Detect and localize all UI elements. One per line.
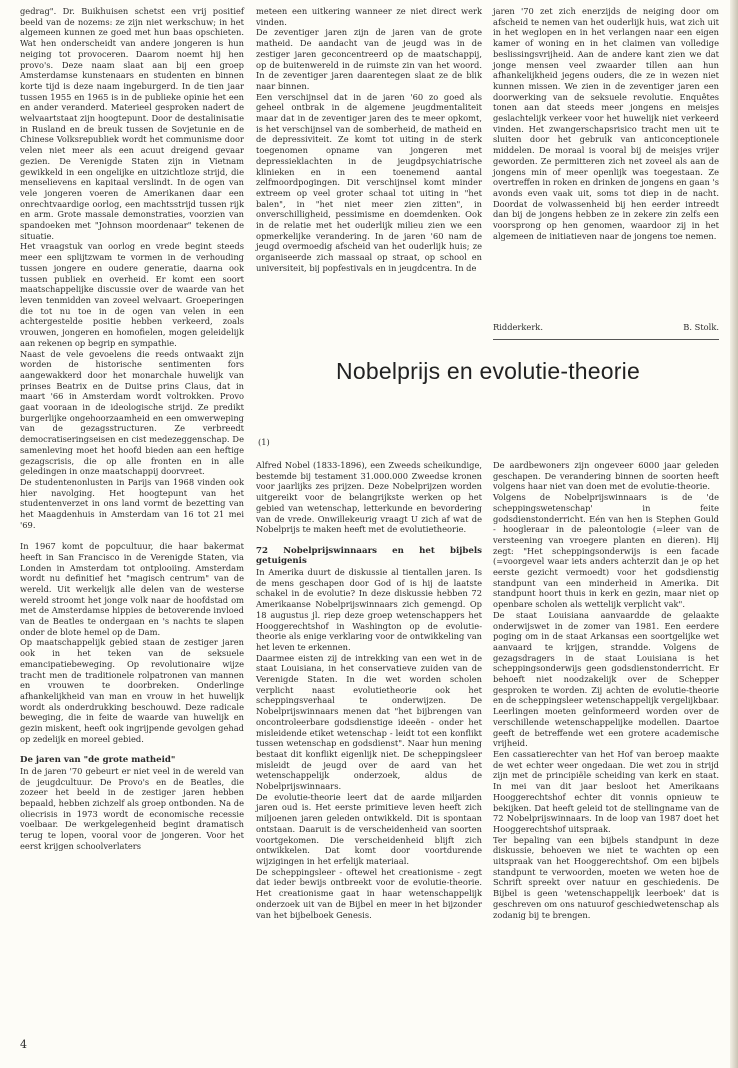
paragraph: In 1967 komt de popcultuur, die haar bakermat heeft in San Francisco in de Verenigde Staten, via Londen in Amsterdam tot ontplooiing. Amsterdam wordt nu definitief het "magisch centrum" van de wereld. Uit werkelijk alle delen van de westerse wereld stroomt het jonge volk naar de hoofdstad om met de Amsterdamse hippies de betoverende invloed van de Beatles te ondergaan en 's nachts te slapen onder de blote hemel op de Dam.	[20, 541, 244, 637]
spacer	[256, 535, 482, 546]
paragraph: meteen een uitkering wanneer ze niet direct werk vinden.	[256, 6, 482, 27]
paragraph: Het vraagstuk van oorlog en vrede begint steeds meer een splijtzwam te vormen in de verhouding tussen jongere en oudere generatie, daarna ook tussen publiek en overheid. Er komt een soort maatschappelijke discussie over de waarde van het leven tenmidden van zoveel welvaart. Groeperingen die tot nu toe in de ogen van velen in een achtergestelde positie hebben verkeerd, zoals vrouwen, jongeren en homofielen, mogen geleidelijk aan rekenen op begrip en sympathie.	[20, 241, 244, 348]
signature-author: B. Stolk.	[683, 322, 719, 332]
paragraph: De aardbewoners zijn ongeveer 6000 jaar geleden geschapen. De verandering binnen de soorten heeft volgens haar niet van doen met de evolutie-theorie.	[493, 460, 719, 492]
paragraph: De evolutie-theorie leert dat de aarde miljarden jaren oud is. Het eerste primitieve leven heeft zich miljoenen jaren geleden ontwikkeld. Dit is spontaan ontstaan. Daaruit is de verscheidenheid van soorten voortgekomen. Die verscheidenheid blijft zich ontwikkelen. Dat komt door voortdurende wijzigingen in het erfelijk materiaal.	[256, 791, 482, 866]
page-number: 4	[20, 1038, 27, 1051]
paragraph: Ter bepaling van een bijbels standpunt in deze diskussie, behoeven we niet te wachten op een uitspraak van het Hooggerechtshof. Om een bijbels standpunt te verwoorden, moeten we weten hoe de Schrift spreekt over natuur en geschiedenis. De Bijbel is geen 'wetenschappelijk leerboek' dat is geschreven om ons natuurof geschiedwetenschap als zodanig bij te brengen.	[493, 834, 719, 920]
article-column-right	[493, 460, 719, 920]
paragraph: Een verschijnsel dat in de jaren '60 zo goed als geheel ontbrak in de algemene jeugdmentaliteit maar dat in de zeventiger jaren des te meer opkomt, is het verschijnsel van de somberheid, de matheid en de depressiviteit. Ze komt tot uiting in de sterk toegenomen opname van jongeren met depressieklachten in de jeugdpsychiatrische klinieken en in een toenemend aantal zelfmoordpogingen. Dit verschijnsel komt minder extreem op veel groter schaal tot uiting in "het balen", in "het niet meer zien zitten", in onverschilligheid, pessimisme en doemdenken. Ook in de relatie met het ouderlijk milieu zien we een opmerkelijke verandering. In de jaren '60 nam de jeugd overmoedig afscheid van het ouderlijk huis; ze organiseerde zich massaal op straat, op school en universiteit, bij popfestivals en in jeugdcentra. In de	[256, 91, 482, 273]
column-left-top	[20, 6, 244, 852]
paragraph: Een cassatierechter van het Hof van beroep maakte de wet echter weer ongedaan. Die wet zou in strijd zijn met de principiële scheiding van kerk en staat. In mei van dit jaar besloot het Amerikaans Hooggerechtshof echter dit vonnis opnieuw te bekijken. Dat heeft geleid tot de stellingname van de 72 Nobelprijswinnaars. In de loop van 1987 doet het Hooggerechtshof uitspraak.	[493, 748, 719, 834]
paragraph: gedrag". Dr. Buikhuisen schetst een vrij positief beeld van de nozems: ze zijn niet werkschuw; in het algemeen kunnen ze goed met hun baas opschieten. Wat hen onderscheidt van andere jongeren is hun neiging tot provoceren. Daarom noemt hij hen provo's. Deze naam slaat aan bij een groep Amsterdamse kunstenaars en studenten en binnen korte tijd is deze naam ingeburgerd. In de tien jaar tussen 1955 en 1965 is in de publieke opinie het een en ander veranderd. Materieel gesproken nadert de welvaartstaat zijn hoogtepunt. Door de destalinisatie in Rusland en de breuk tussen de Sovjetunie en de Chinese Volksrepubliek wordt het communisme door velen niet meer als een acuut dreigend gevaar gezien. De Verenigde Staten zijn in Vietnam gewikkeld in een ongelijke en uitzichtloze strijd, die menselievens en kapitaal verslindt. In de ogen van vele jongeren voeren de Amerikanen daar een onrechtvaardige oorlog, een machtsstrijd tussen rijk en arm. Grote massale demonstraties, voorzien van spandoeken met "Johnson moordenaar" tekenen de situatie.	[20, 6, 244, 241]
paragraph: jaren '70 zet zich enerzijds de neiging door om afscheid te nemen van het ouderlijk huis, wat zich uit in het weglopen en in het verlangen naar een eigen kamer of woning en in het claimen van volledige beslissingsvrijheid. Aan de andere kant zien we dat jonge mensen veel zwaarder tillen aan hun afhankelijkheid jegens ouders, die ze in wezen niet kunnen missen. We zien in de zeventiger jaren een doorwerking van de seksuele revolutie. Enquêtes tonen aan dat steeds meer jongens en meisjes geslachtelijk verkeer voor het huwelijk niet verkeerd vinden. Het zwangerschapsrisico tracht men uit te sluiten door het gebruik van anticonceptionele middelen. De moraal is vooral bij de meisjes vrijer geworden. Ze permitteren zich net zoveel als aan de jongens min of meer openlijk was toegestaan. Ze overtreffen in roken en drinken de jongens en gaan 's avonds even vaak uit, soms tot diep in de nacht. Doordat de volwassenheid bij hen eerder intreedt dan bij de jongens hebben ze in zekere zin zelfs een voorsprong op hen genomen, waardoor zij in het algemeen de initiatieven naar de jongens toe nemen.	[493, 6, 719, 241]
spacer	[20, 530, 244, 541]
divider	[493, 339, 719, 340]
paragraph: Alfred Nobel (1833-1896), een Zweeds scheikundige, bestemde bij testament 31.000.000 Zweedse kronen voor jaarlijks zes prijzen. Deze Nobelprijzen worden uitgereikt voor de belangrijkste werken op het gebied van wetenschap, letterkunde en bevordering van de vrede. Onwillekeurig vraagt U zich af wat de Nobelprijs te maken heeft met de evolutietheorie.	[256, 460, 482, 535]
section-heading: 72 Nobelprijswinnaars en het bijbels getuigenis	[256, 545, 482, 567]
signature	[493, 322, 719, 333]
spacer	[20, 745, 244, 756]
paragraph: De studentenonlusten in Parijs van 1968 vinden ook hier navolging. Het hoogtepunt van het studentenverzet in ons land vormt de bezetting van het Maagdenhuis in Amsterdam van 16 tot 21 mei '69.	[20, 476, 244, 530]
paragraph: Volgens de Nobelprijswinnaars is de 'de scheppingswetenschap' in feite godsdienstonderricht. Eén van hen is Stephen Gould - hoogleraar in de paleontologie (=leer van de versteening van vroegere planten en dieren). Hij zegt: "Het scheppingsonderwijs is een facade (=voorgevel waar iets anders achterzit dan je op het eerste gezicht vermoedt) voor het godsdienstig standpunt van een minderheid in Amerika. Dit standpunt hoort thuis in kerk en gezin, maar niet op openbare scholen als wettelijk verplicht vak".	[493, 492, 719, 610]
paragraph: Naast de vele gevoelens die reeds ontwaakt zijn worden de historische sentimenten fors aangewakkerd door het monarchale huwelijk van prinses Beatrix en de Duitse prins Claus, dat in maart '66 in Amsterdam wordt voltrokken. Provo gaat vooraan in de ideologische strijd. Ze predikt burgerlijke ongehoorzaamheid en een omwerweping van de gezagsstructuren. Ze verbreedt democratiseringseisen en cist medezeggenschap. De samenleving moet het hoofd bieden aan een heftige gezagscrisis, die op alle fronten en in alle geledingen in onze maatschappij doorvreet.	[20, 348, 244, 477]
column-right-top	[493, 6, 719, 241]
paragraph: Op maatschappelijk gebied staan de zestiger jaren ook in het teken van de seksuele emancipatiebeweging. Op revolutionaire wijze tracht men de traditionele rolpatronen van mannen en vrouwen te doorbreken. Onderlinge afhankelijkheid van man en vrouw in het huwelijk wordt als onderdrukking beschouwd. Deze radicale beweging, die in feite de waarde van huwelijk en gezin miskent, heeft ook ingrijpende gevolgen gehad op zedelijk en moreel gebied.	[20, 637, 244, 744]
paragraph: In Amerika duurt de diskussie al tientallen jaren. Is de mens geschapen door God of is hij de laatste schakel in de evolutie? In deze diskussie hebben 72 Amerikaanse Nobelprijswinnaars zich gemengd. Op 18 augustus jl. riep deze groep wetenschappers het Hooggerechtshof in Washington op de evolutie-theorie als enige verklaring voor de ontwikkeling van het leven te erkennen.	[256, 567, 482, 652]
signature-place: Ridderkerk.	[493, 322, 543, 332]
paragraph: De zeventiger jaren zijn de jaren van de grote matheid. De aandacht van de jeugd was in de zestiger jaren geconcentreerd op de maatschappij, op de buitenwereld in de ruimste zin van het woord. In de zeventiger jaren daarentegen slaat ze de blik naar binnen.	[256, 27, 482, 91]
article-column-mid	[256, 460, 482, 920]
paragraph: De scheppingsleer - oftewel het creationisme - zegt dat ieder bewijs ontbreekt voor de evolutie-theorie. Het creationisme gaat in haar wetenschappelijk onderzoek uit van de Bijbel en meer in het bijzonder van het bijbelboek Genesis.	[256, 866, 482, 920]
section-heading: De jaren van "de grote matheid"	[20, 755, 176, 766]
paragraph: De staat Louisiana aanvaardde de gelaakte onderwijswet in de zomer van 1981. Een eerdere poging om in de staat Arkansas een soortgelijke wet aanvaard te krijgen, strandde. Volgens de gezagsdragers in de staat Louisiana is het scheppingsonderwijs geen godsdienstonderricht. Er behoeft niet noodzakelijk over de Schepper gesproken te worden. Zij achten de evolutie-theorie en de scheppingsleer wetenschappelijk vergelijkbaar. Leerlingen moeten geïnformeerd worden over de verschillende wetenschappelijke modellen. Daartoe geeft de betreffende wet een grotere academische vrijheid.	[493, 609, 719, 749]
paragraph: Daarmee eisten zij de intrekking van een wet in de staat Louisiana, in het conservatieve zuiden van de Verenigde Staten. In die wet worden scholen verplicht naast evolutietheorie ook het scheppingsverhaal te onderwijzen. De Nobelprijswinnaars menen dat "het bijbrengen van oncontroleerbare godsdienstige ideeën - onder het misleidende etiket wetenschap - leidt tot een konflikt tussen wetenschap en godsdienst". Naar hun mening bestaat dit konflikt eigenlijk niet. De scheppingsleer misleidt de jeugd over de aard van het wetenschappelijk onderzoek, aldus de Nobelprijswinnaars.	[256, 652, 482, 792]
article-title: Nobelprijs en evolutie-theorie	[336, 358, 640, 384]
paragraph: In de jaren '70 gebeurt er niet veel in de wereld van de jeugdcultuur. De Provo's en de Beatles, die zozeer het beeld in de zestiger jaren hebben bepaald, hebben zichzelf als groep ontbonden. Na de oliecrisis in 1973 wordt de economische recessie voelbaar. De werkgelegenheid begint dramatisch terug te lopen, vooral voor de jongeren. Voor het eerst krijgen schoolverlaters	[20, 765, 244, 851]
section-number: (1)	[258, 437, 270, 447]
page-edge-shadow	[730, 0, 738, 1068]
column-mid-top	[256, 6, 482, 274]
